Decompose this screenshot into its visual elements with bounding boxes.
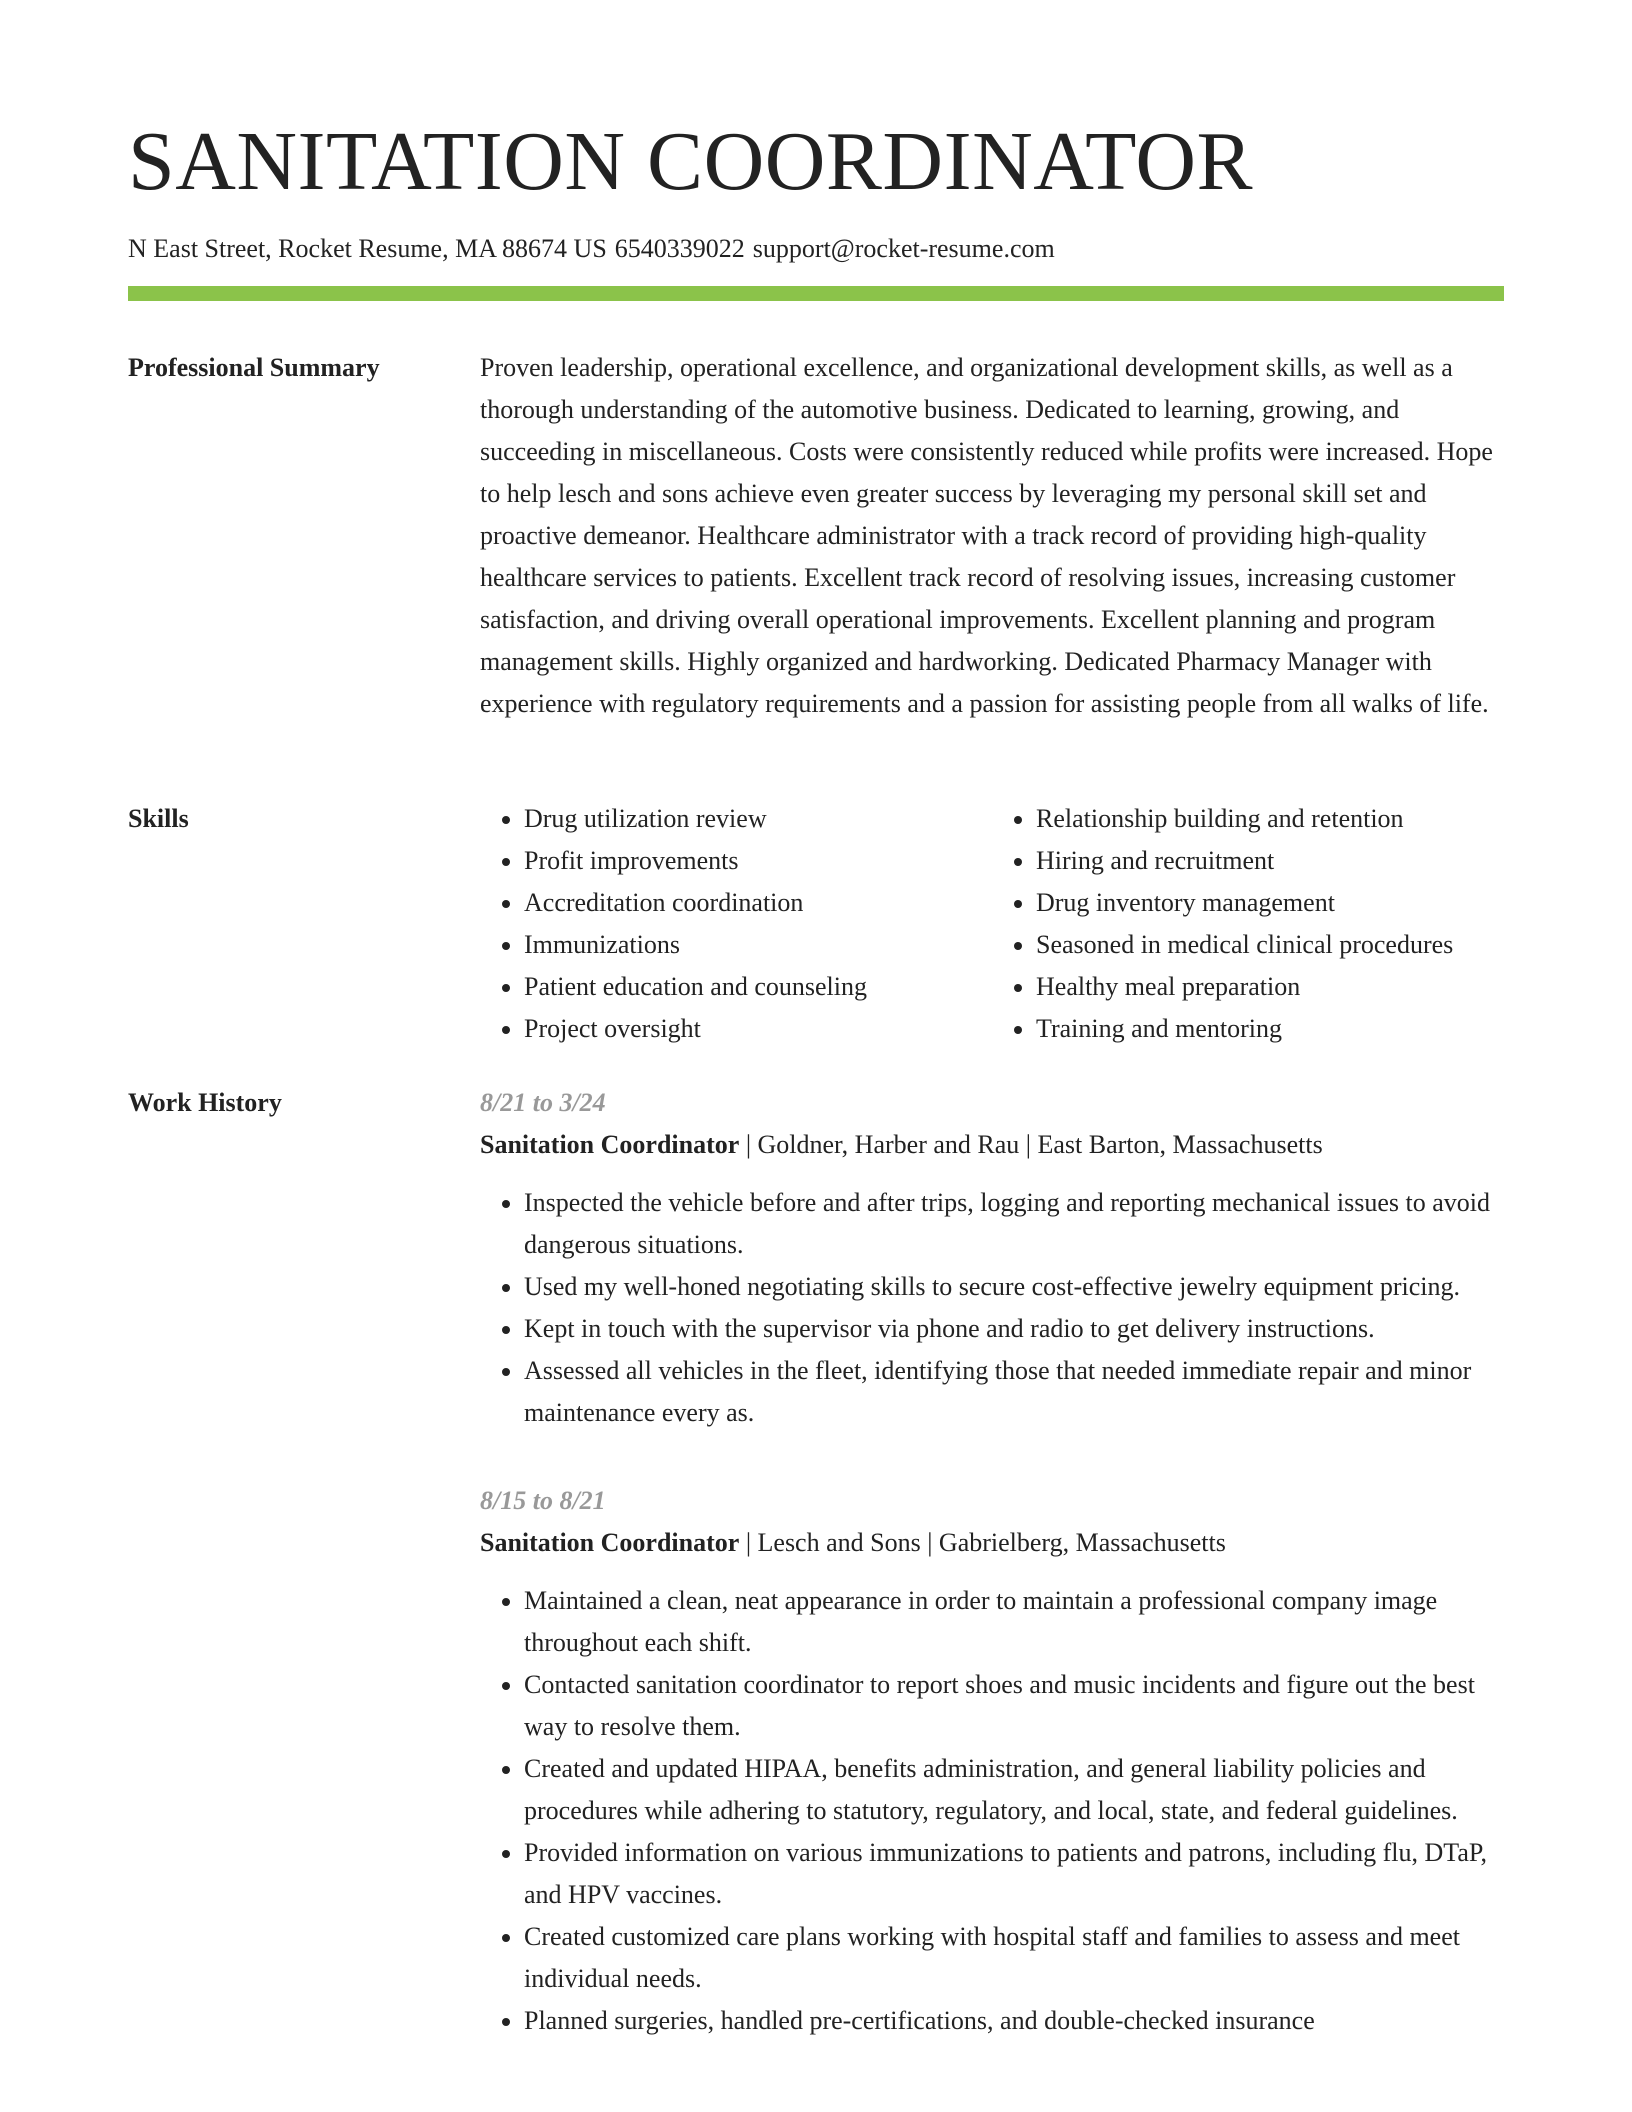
skill-item: • Seasoned in medical clinical procedures — [1036, 924, 1504, 966]
skill-item: • Drug utilization review — [524, 798, 992, 840]
skill-item: • Patient education and counseling — [524, 966, 992, 1008]
resume-title: SANITATION COORDINATOR — [128, 115, 1254, 208]
job-entry — [480, 1480, 1504, 2042]
skill-item: • Immunizations — [524, 924, 992, 966]
job-bullet: • Assessed all vehicles in the fleet, identifying those that needed immediate repair and minor maintenance every as. — [524, 1350, 1504, 1434]
skill-item: • Project oversight — [524, 1008, 992, 1050]
work-history-body — [480, 1082, 1504, 2088]
job-entry — [480, 1082, 1504, 1434]
skill-item: • Healthy meal preparation — [1036, 966, 1504, 1008]
job-bullet: • Inspected the vehicle before and after trips, logging and reporting mechanical issues to avoid dangerous situations. — [524, 1182, 1504, 1266]
summary-body — [480, 347, 1504, 725]
job-bullet: • Used my well-honed negotiating skills to secure cost-effective jewelry equipment pricing. — [524, 1266, 1504, 1308]
skills-list-left — [480, 798, 992, 1050]
skill-item: • Profit improvements — [524, 840, 992, 882]
contact-phone: 6540339022 — [614, 234, 745, 263]
job-header — [480, 1522, 1504, 1564]
skills-columns — [480, 798, 1504, 1050]
job-bullets — [480, 1580, 1504, 2042]
job-bullet: • Created customized care plans working with hospital staff and families to assess and meet individual needs. — [524, 1916, 1504, 2000]
skill-item: • Hiring and recruitment — [1036, 840, 1504, 882]
job-role: Sanitation Coordinator — [480, 1528, 740, 1557]
skill-item: • Training and mentoring — [1036, 1008, 1504, 1050]
job-bullet: • Created and updated HIPAA, benefits administration, and general liability policies and procedures while adhering to statutory, regulatory, and local, state, and federal guidelines. — [524, 1748, 1504, 1832]
header-divider — [128, 286, 1504, 301]
skills-list-right — [992, 798, 1504, 1050]
skills-heading: Skills — [128, 804, 189, 833]
job-details: | Goldner, Harber and Rau | East Barton, Massachusetts — [739, 1130, 1323, 1159]
skill-item: • Relationship building and retention — [1036, 798, 1504, 840]
job-bullet: • Planned surgeries, handled pre-certifications, and double-checked insurance — [524, 2000, 1504, 2042]
job-bullet: • Kept in touch with the supervisor via phone and radio to get delivery instructions. — [524, 1308, 1504, 1350]
skill-item: • Accreditation coordination — [524, 882, 992, 924]
contact-line — [128, 232, 1063, 266]
job-bullet: • Contacted sanitation coordinator to report shoes and music incidents and figure out the best way to resolve them. — [524, 1664, 1504, 1748]
job-dates: 8/21 to 3/24 — [480, 1088, 606, 1117]
work-history-heading: Work History — [128, 1088, 282, 1117]
job-bullets — [480, 1182, 1504, 1434]
job-bullet: • Provided information on various immunizations to patients and patrons, including flu, DTaP, and HPV vaccines. — [524, 1832, 1504, 1916]
job-details: | Lesch and Sons | Gabrielberg, Massachusetts — [739, 1528, 1226, 1557]
summary-heading: Professional Summary — [128, 353, 380, 382]
skill-item: • Drug inventory management — [1036, 882, 1504, 924]
skills-body — [480, 798, 1504, 1050]
job-bullet: • Maintained a clean, neat appearance in order to maintain a professional company image throughout each shift. — [524, 1580, 1504, 1664]
job-role: Sanitation Coordinator — [480, 1130, 740, 1159]
job-dates: 8/15 to 8/21 — [480, 1486, 606, 1515]
job-header — [480, 1124, 1504, 1166]
contact-email: support@rocket-resume.com — [752, 234, 1055, 263]
contact-address: N East Street, Rocket Resume, MA 88674 US — [128, 234, 607, 263]
summary-text: Proven leadership, operational excellence, and organizational development skills, as well as a thorough understanding of the automotive business. Dedicated to learning, growing, and succeeding in miscellaneous. Costs were consistently reduced while profits were increased. Hope to help lesch and sons achieve even greater success by leveraging my personal skill set and proactive demeanor. Healthcare administrator with a track record of providing high-quality healthcare services to patients. Excellent track record of resolving issues, increasing customer satisfaction, and driving overall operational improvements. Excellent planning and program management skills. Highly organized and hardworking. Dedicated Pharmacy Manager with experience with regulatory requirements and a passion for assisting people from all walks of life. — [480, 353, 1493, 718]
